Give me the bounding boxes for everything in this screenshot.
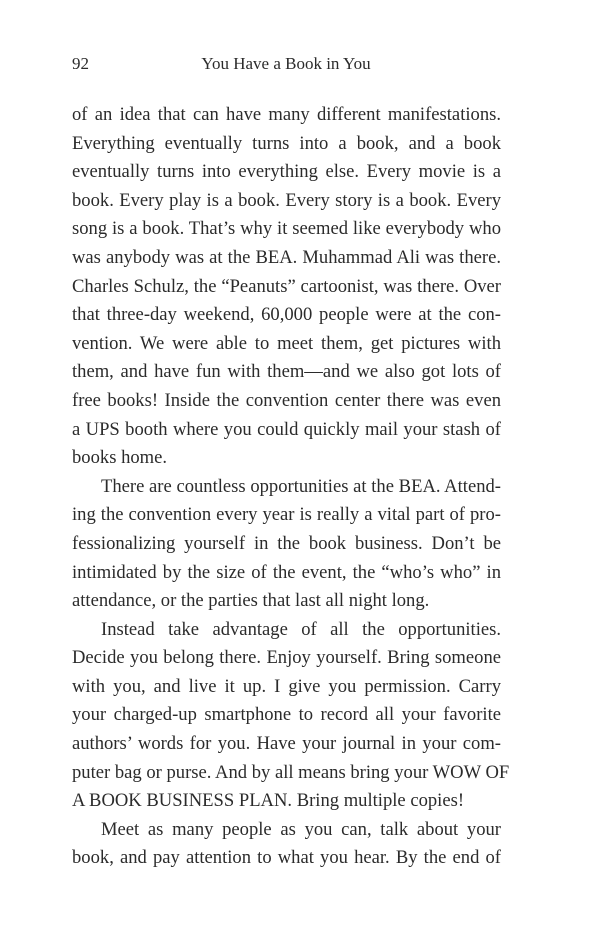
text-line: vention. We were able to meet them, get pictures with bbox=[72, 332, 501, 354]
text-line: free books! Inside the convention center there was even bbox=[72, 389, 501, 411]
running-header bbox=[72, 54, 500, 78]
text-line: Meet as many people as you can, talk about your bbox=[101, 818, 501, 840]
running-title: You Have a Book in You bbox=[201, 54, 371, 73]
body-text bbox=[72, 101, 510, 873]
text-line: puter bag or purse. And by all means bring your WOW OF bbox=[72, 761, 510, 783]
text-line: them, and have fun with them—and we also got lots of bbox=[72, 361, 501, 383]
text-line: intimidated by the size of the event, the “who’s who” in bbox=[72, 561, 501, 583]
text-line: was anybody was at the BEA. Muhammad Ali was there. bbox=[72, 246, 501, 268]
text-line: book, and pay attention to what you hear. By the end of bbox=[72, 847, 501, 869]
text-line: book. Every play is a book. Every story is a book. Every bbox=[72, 189, 501, 211]
text-line: ing the convention every year is really a vital part of pro- bbox=[72, 504, 501, 526]
page-number: 92 bbox=[72, 54, 89, 73]
paragraph bbox=[72, 816, 501, 873]
text-line: Decide you belong there. Enjoy yourself. Bring someone bbox=[72, 647, 501, 669]
text-line: A BOOK BUSINESS PLAN. Bring multiple copies! bbox=[72, 790, 465, 812]
text-line: There are countless opportunities at the BEA. Attend- bbox=[101, 475, 501, 497]
paragraph bbox=[72, 101, 501, 473]
text-line: eventually turns into everything else. Every movie is a bbox=[72, 161, 501, 183]
text-line: Instead take advantage of all the opportunities. bbox=[101, 618, 501, 640]
text-line: that three-day weekend, 60,000 people were at the con- bbox=[72, 304, 501, 326]
text-line: authors’ words for you. Have your journal in your com- bbox=[72, 733, 501, 755]
text-line: fessionalizing yourself in the book business. Don’t be bbox=[72, 532, 501, 554]
text-line: Everything eventually turns into a book, and a book bbox=[72, 132, 501, 154]
text-line: your charged-up smartphone to record all your favorite bbox=[72, 704, 501, 726]
paragraph bbox=[72, 473, 501, 616]
text-line: a UPS booth where you could quickly mail your stash of bbox=[72, 418, 501, 440]
text-line: with you, and live it up. I give you permission. Carry bbox=[72, 675, 501, 697]
text-line: song is a book. That’s why it seemed like everybody who bbox=[72, 218, 501, 240]
paragraph bbox=[72, 616, 510, 816]
text-line: books home. bbox=[72, 447, 168, 469]
text-line: of an idea that can have many different manifestations. bbox=[72, 104, 501, 125]
text-line: attendance, or the parties that last all night long. bbox=[72, 590, 430, 612]
text-line: Charles Schulz, the “Peanuts” cartoonist, was there. Over bbox=[72, 275, 501, 297]
